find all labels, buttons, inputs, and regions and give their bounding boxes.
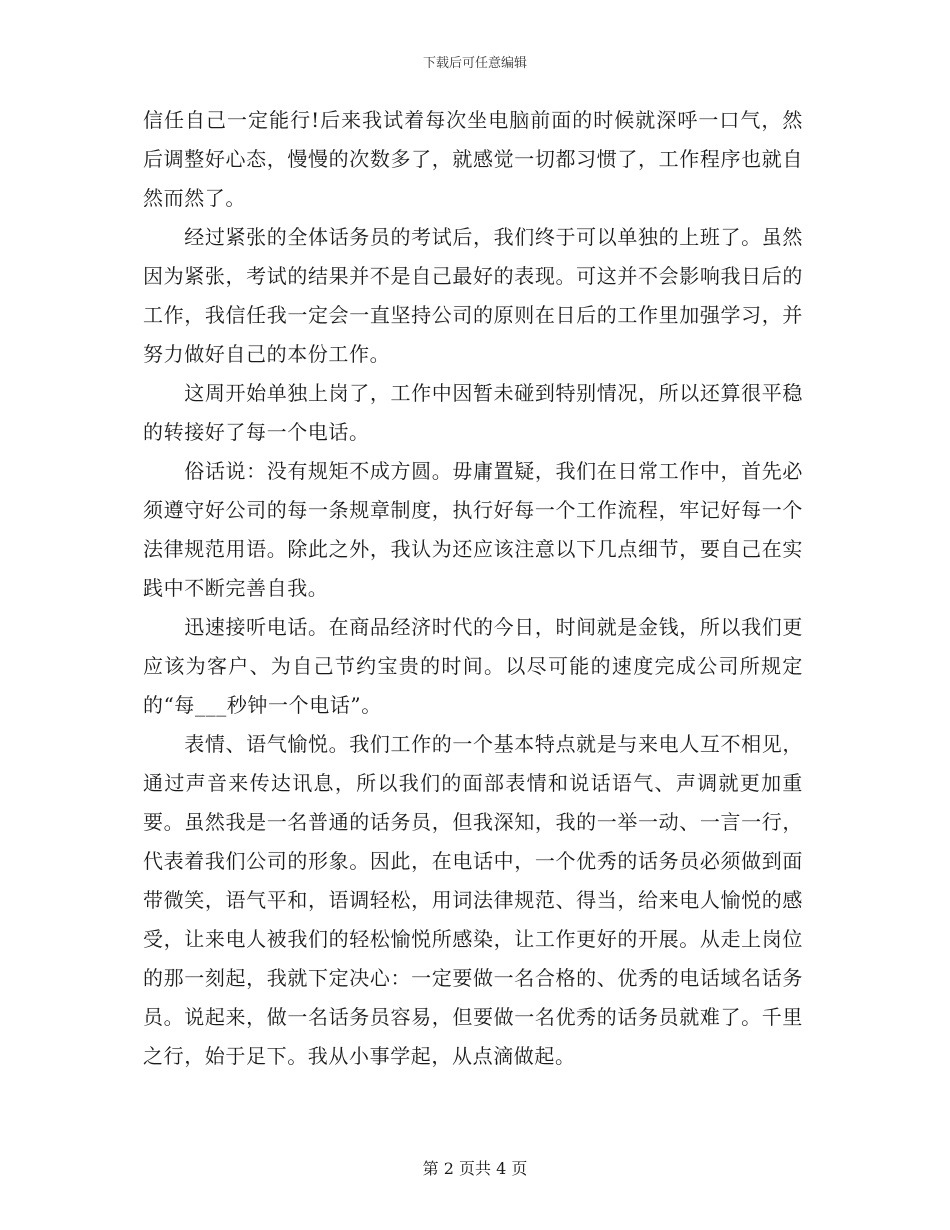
paragraph-rules: 俗话说：没有规矩不成方圆。毋庸置疑，我们在日常工作中，首先必须遵守好公司的每一条规章制度，执行好每一个工作流程，牢记好每一个法律规范用语。除此之外，我认为还应该注意以下几点细节，要自己在实践中不断完善自我。 — [143, 459, 803, 600]
paragraph-first-week: 这周开始单独上岗了，工作中因暂未碰到特别情况，所以还算很平稳的转接好了每一个电话。 — [143, 381, 803, 444]
paragraph-pleasant-tone: 表情、语气愉悦。我们工作的一个基本特点就是与来电人互不相见，通过声音来传达讯息，所以我们的面部表情和说话语气、声调就更加重要。虽然我是一名普通的话务员，但我深知，我的一举一动、一言一行，代表着我们公司的形象。因此，在电话中，一个优秀的话务员必须做到面带微笑，语气平和，语调轻松，用词法律规范、得当，给来电人愉悦的感受，让来电人被我们的轻松愉悦所感染，让工作更好的开展。从走上岗位的那一刻起，我就下定决心：一定要做一名合格的、优秀的电话域名话务员。说起来，做一名话务员容易，但要做一名优秀的话务员就难了。千里之行，始于足下。我从小事学起，从点滴做起。 — [143, 732, 803, 1068]
document-body — [143, 101, 803, 1076]
paragraph-continued: 信任自己一定能行!后来我试着每次坐电脑前面的时候就深呼一口气，然后调整好心态，慢慢的次数多了，就感觉一切都习惯了，工作程序也就自然而然了。 — [143, 108, 803, 210]
paragraph-exam: 经过紧张的全体话务员的考试后，我们终于可以单独的上班了。虽然因为紧张，考试的结果并不是自己最好的表现。可这并不会影响我日后的工作，我信任我一定会一直坚持公司的原则在日后的工作里加强学习，并努力做好自己的本份工作。 — [143, 225, 803, 366]
page-number: 第 2 页共 4 页 — [422, 1159, 528, 1178]
paragraph-answer-quickly: 迅速接听电话。在商品经济时代的今日，时间就是金钱，所以我们更应该为客户、为自己节约宝贵的时间。以尽可能的速度完成公司所规定的“每___秒钟一个电话”。 — [143, 615, 803, 717]
page-header: 下载后可任意编辑 — [422, 56, 527, 71]
